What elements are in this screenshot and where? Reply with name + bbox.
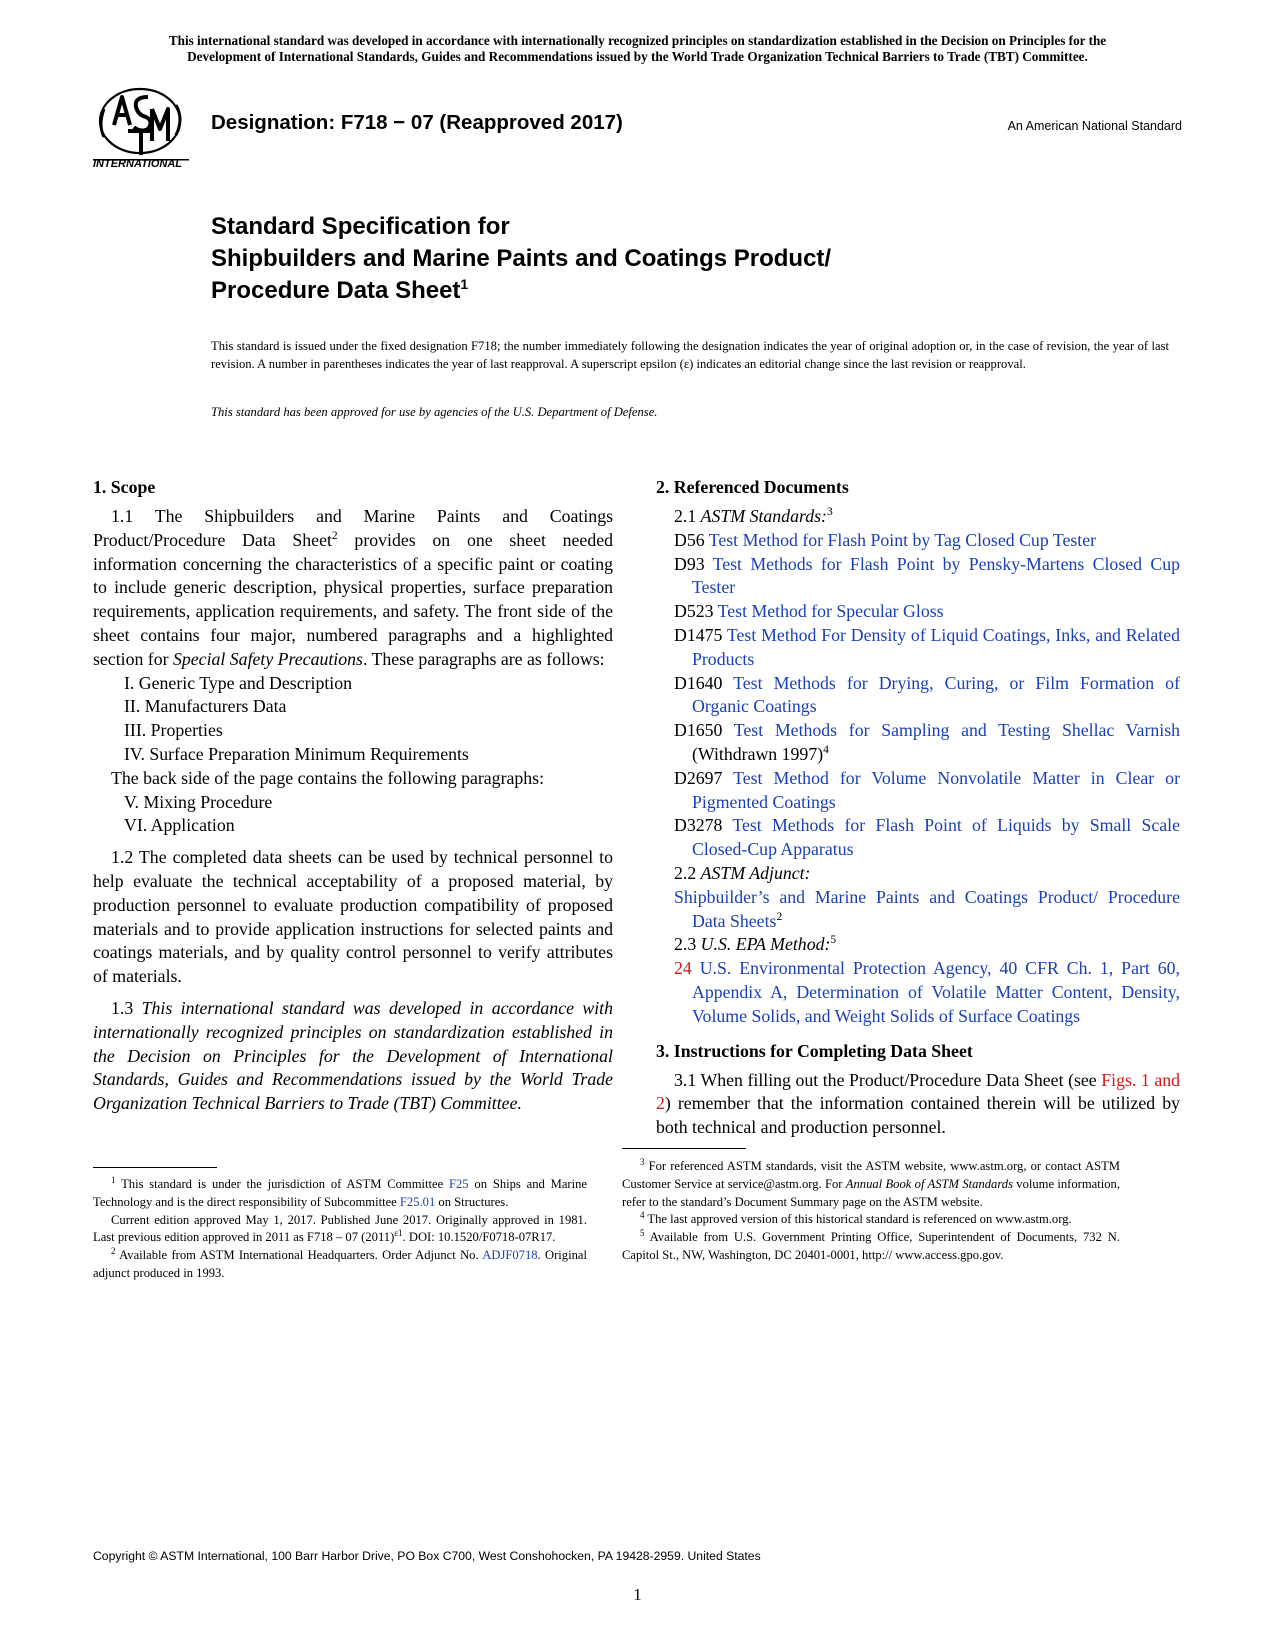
reference-link[interactable]: Test Method for Flash Point by Tag Closed Cup Tester <box>708 529 1097 550</box>
scope-list-item: V. Mixing Procedure <box>124 791 273 812</box>
title-line-2: Shipbuilders and Marine Paints and Coatings Product/ <box>211 245 832 272</box>
document-title <box>211 211 831 307</box>
reference-link[interactable]: Test Methods for Flash Point by Pensky-Martens Closed Cup Tester <box>692 553 1180 598</box>
astm-adjunct-subheading: 2.2 ASTM Adjunct: <box>674 862 811 883</box>
copyright: Copyright © ASTM International, 100 Barr Harbor Drive, PO Box C700, West Conshohocken, PA 19428-2959. United States <box>93 1549 761 1563</box>
adjunct-link[interactable]: ADJF0718 <box>482 1248 538 1263</box>
left-column <box>93 475 613 1116</box>
reference-link[interactable]: U.S. Environmental Protection Agency, 40 CFR Ch. 1, Part 60, Appendix A, Determination of Volatile Matter Content, Density, Volume Solids, and Weight Solids of Surface Coatings <box>692 958 1180 1026</box>
scope-list-item: II. Manufacturers Data <box>124 696 287 717</box>
reference-link[interactable]: Test Method for Volume Nonvolatile Matter in Clear or Pigmented Coatings <box>692 767 1180 812</box>
astm-logo-text: INTERNATIONAL <box>93 158 183 170</box>
footnotes-left <box>93 1176 587 1283</box>
reference-link[interactable]: Test Methods for Drying, Curing, or Film Formation of Organic Coatings <box>692 672 1180 717</box>
approved-note: This standard has been approved for use by agencies of the U.S. Department of Defense. <box>211 405 658 419</box>
figures-link[interactable]: Figs. 1 and 2 <box>656 1069 1180 1114</box>
instructions-paragraph-3-1: 3.1 When filling out the Product/Procedure Data Sheet (see Figs. 1 and 2) remember that the information contained therein will be utilized by both technical and production personnel. <box>656 1069 1180 1138</box>
reference-d1650[interactable]: D1650 Test Methods for Sampling and Testing Shellac Varnish (Withdrawn 1997)$^4$ <box>674 720 1181 764</box>
reference-link[interactable]: Test Methods for Sampling and Testing Shellac Varnish <box>733 720 1181 741</box>
footnote-3: $^3$ For referenced ASTM standards, visit the ASTM website, www.astm.org, or contact ASTM Customer Service at service@astm.org. For Annual Book of ASTM Standards volume information, refer to the standard’s Document Summary page on the ASTM website. <box>622 1156 1120 1209</box>
title-line-1: Standard Specification for <box>211 213 510 240</box>
reference-d1475[interactable]: D1475 Test Method For Density of Liquid Coatings, Inks, and Related Products <box>674 624 1181 669</box>
right-column <box>656 475 1180 1140</box>
reference-d523[interactable]: D523 Test Method for Specular Gloss <box>674 601 944 622</box>
scope-paragraph-1-1: 1.1 The Shipbuilders and Marine Paints and Coatings Product/Procedure Data Sheet$^2$ provides on one sheet needed information concerning the characteristics of a specific paint or coating to include generic description, physical properties, surface preparation requirements, application requirements, and safety. The front side of the sheet contains four major, numbered paragraphs and a highlighted section for Special Safety Precautions. These paragraphs are as follows: <box>93 506 614 669</box>
tbt-notice <box>80 33 1195 65</box>
scope-list-item: III. Properties <box>124 720 223 741</box>
scope-back-intro: The back side of the page contains the following paragraphs: <box>111 767 545 788</box>
reference-d56[interactable]: D56 Test Method for Flash Point by Tag Closed Cup Tester <box>674 529 1097 550</box>
scope-list-item: VI. Application <box>124 815 235 836</box>
reference-d2697[interactable]: D2697 Test Method for Volume Nonvolatile Matter in Clear or Pigmented Coatings <box>674 767 1180 812</box>
section-scope-heading: 1. Scope <box>93 477 156 497</box>
footnote-rule-left <box>93 1167 217 1168</box>
footnote-rule-right <box>622 1148 746 1149</box>
reference-adjunct[interactable]: Shipbuilder’s and Marine Paints and Coatings Product/ Procedure Data Sheets$^2$ <box>674 886 1180 931</box>
scope-list-item: I. Generic Type and Description <box>124 672 353 693</box>
f25-link[interactable]: F25 <box>449 1177 469 1191</box>
reference-d1640[interactable]: D1640 Test Methods for Drying, Curing, or Film Formation of Organic Coatings <box>674 672 1180 717</box>
tbt-notice-line2: Development of International Standards, Guides and Recommendations issued by the World Trade Organization Technical Barriers to Trade (TBT) Committee. <box>187 49 1088 64</box>
title-line-3: Procedure Data Sheet <box>211 277 461 304</box>
scope-paragraph-1-3: 1.3 This international standard was developed in accordance with internationally recognized principles on standardization established in the Decision on Principles for the Development of International Standards, Guides and Recommendations issued by the World Trade Organization Technical Barriers to Trade (TBT) Committee. <box>93 997 614 1114</box>
footnotes-right <box>622 1158 1120 1265</box>
reference-link[interactable]: Test Methods for Flash Point of Liquids by Small Scale Closed-Cup Apparatus <box>692 815 1180 860</box>
f25-01-link[interactable]: F25.01 <box>399 1194 436 1209</box>
footnote-2: $^2$ Available from ASTM International Headquarters. Order Adjunct No. ADJF0718. Original adjunct produced in 1993. <box>93 1246 587 1280</box>
american-national-standard: An American National Standard <box>1007 119 1182 133</box>
footnote-1-edition: Current edition approved May 1, 2017. Published June 2017. Originally approved in 1981. Last previous edition approved in 2011 as F718 – 07 $(2011)^{\varepsilon 1}$. DOI: 10.1520/F0718-07R17. <box>93 1212 587 1245</box>
reference-d3278[interactable]: D3278 Test Methods for Flash Point of Liquids by Small Scale Closed-Cup Apparatus <box>674 815 1180 860</box>
footnote-5: $^5$ Available from U.S. Government Printing Office, Superintendent of Documents, 732 N. Capitol St., NW, Washington, DC 20401-0001, http:// www.access.gpo.gov. <box>622 1228 1120 1262</box>
scope-paragraph-1-2: 1.2 The completed data sheets can be used by technical personnel to help evaluate the technical acceptability of a proposed material, by production personnel to evaluate production compatibility of proposed materials and to provide application instructions for selected paints and coatings materials, and by quality control personnel to verify attributes of materials. <box>93 847 613 987</box>
page-number: 1 <box>633 1585 642 1604</box>
footnote-1: $^1$ This standard is under the jurisdiction of ASTM Committee F25 on Ships and Marine Technology and is the direct responsibility of Subcommittee F25.01 on Structures. <box>93 1174 587 1209</box>
tbt-notice-line1: This international standard was developed in accordance with internationally recognized principles on standardization established in the Decision on Principles for the <box>168 33 1107 48</box>
reference-epa-24[interactable]: 24 U.S. Environmental Protection Agency, 40 CFR Ch. 1, Part 60, Appendix A, Determination of Volatile Matter Content, Density, Volume Solids, and Weight Solids of Surface Coatings <box>674 958 1180 1026</box>
section-instructions-heading: 3. Instructions for Completing Data Sheet <box>656 1040 973 1061</box>
title-footnote-mark: 1 <box>460 276 469 292</box>
reference-link[interactable]: Test Method For Density of Liquid Coatings, Inks, and Related Products <box>692 624 1181 669</box>
section-references-heading: 2. Referenced Documents <box>656 477 849 497</box>
issued-note: This standard is issued under the fixed designation F718; the number immediately following the designation indicates the year of original adoption or, in the case of revision, the year of last revision. A number in parentheses indicates the year of last reapproval. A superscript epsilon (ε) indicates an editorial change since the last revision or reapproval. <box>211 339 1169 371</box>
astm-standards-subheading: 2.1 ASTM Standards:$^3$ <box>674 506 833 526</box>
reference-d93[interactable]: D93 Test Methods for Flash Point by Pensky-Martens Closed Cup Tester <box>674 553 1180 598</box>
reference-link[interactable]: Test Method for Specular Gloss <box>717 601 944 622</box>
designation: Designation: F718 − 07 (Reapproved 2017) <box>211 111 623 134</box>
reference-link[interactable]: Shipbuilder’s and Marine Paints and Coatings Product/ Procedure Data Sheets <box>674 886 1180 931</box>
epa-method-subheading: 2.3 U.S. EPA Method:$^5$ <box>674 934 837 955</box>
scope-list-item: IV. Surface Preparation Minimum Requirements <box>124 743 469 764</box>
footnote-4: $^4$ The last approved version of this historical standard is referenced on www.astm.org. <box>640 1210 1072 1227</box>
